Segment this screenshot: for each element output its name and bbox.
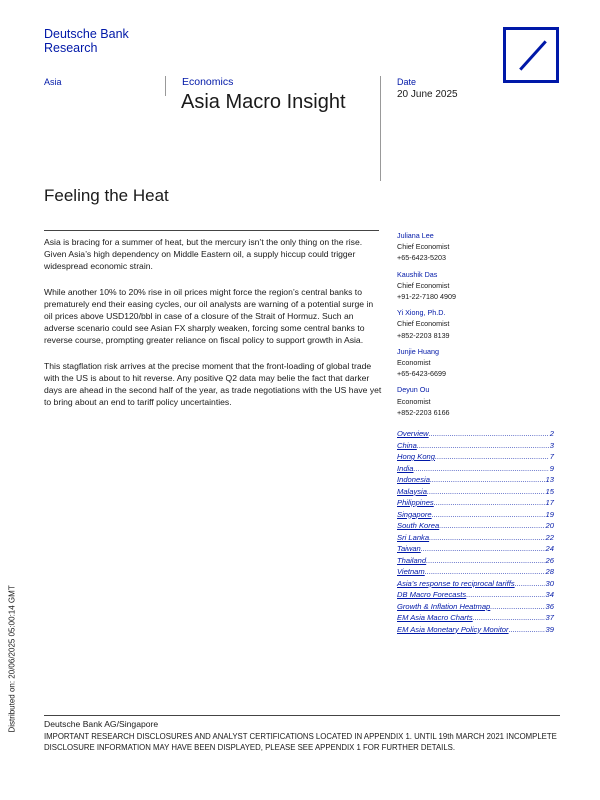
- toc-leader-dots: [515, 578, 545, 590]
- toc-item[interactable]: [397, 451, 554, 463]
- toc-item[interactable]: [397, 532, 554, 544]
- divider: [165, 76, 166, 96]
- toc-leader-dots: [434, 497, 545, 509]
- body-paragraph: Asia is bracing for a summer of heat, but the mercury isn’t the only thing on the rise. Given Asia’s high dependency on Middle Eastern oil, a supply hiccup could trigger widespread economic strain.: [44, 237, 363, 272]
- toc-leader-dots: [421, 543, 545, 555]
- toc-item-page: 24: [545, 544, 554, 553]
- brand-line2: Research: [44, 41, 98, 55]
- toc-item[interactable]: [397, 463, 554, 475]
- author-role: Economist: [397, 358, 431, 368]
- toc-item[interactable]: [397, 601, 554, 613]
- author-phone: +91-22-7180 4909: [397, 292, 456, 302]
- toc-item-page: 7: [549, 452, 554, 461]
- toc-item-title[interactable]: DB Macro Forecasts: [397, 590, 467, 599]
- toc-item[interactable]: [397, 624, 554, 636]
- headline-rule: [44, 230, 379, 231]
- toc-item[interactable]: [397, 520, 554, 532]
- toc-item-page: 39: [545, 624, 554, 634]
- toc-leader-dots: [430, 474, 545, 486]
- body-paragraph: While another 10% to 20% rise in oil prices might force the region’s central banks to prematurely end their easing cycles, our oil analysts are warning of a potential surge in oil prices above USD120/bbl in case of a closure of the Strait of Hormuz. Such an adverse scenario could see Asian FX sharply weaken, forcing some central banks to reverse course, prompting greater reliance on fiscal policy to support growth in Asia.: [44, 286, 374, 346]
- toc-item-page: 30: [545, 578, 554, 588]
- author-phone: +65-6423-5203: [397, 253, 446, 263]
- divider: [380, 76, 381, 181]
- toc-item-page: 37: [545, 613, 554, 622]
- brand-name: [44, 27, 129, 55]
- toc-item[interactable]: [397, 612, 554, 624]
- toc-item-page: 17: [545, 498, 554, 507]
- toc-item-title[interactable]: India: [397, 463, 414, 473]
- toc-leader-dots: [426, 555, 544, 567]
- toc-leader-dots: [429, 532, 544, 544]
- toc-item[interactable]: [397, 566, 554, 578]
- author-role: Chief Economist: [397, 242, 450, 252]
- toc-item[interactable]: [397, 440, 554, 452]
- toc-item-title[interactable]: Thailand: [397, 555, 427, 565]
- toc-item-title[interactable]: Asia’s response to reciprocal tariffs: [397, 578, 515, 588]
- toc-leader-dots: [427, 486, 545, 498]
- toc-item-title[interactable]: Hong Kong: [397, 452, 435, 461]
- toc-item-page: 2: [549, 429, 554, 438]
- author-name[interactable]: Juliana Lee: [397, 231, 434, 240]
- author-entry: [397, 230, 557, 264]
- date-value: 20 June 2025: [397, 89, 458, 100]
- author-entry: [397, 384, 557, 418]
- toc-item[interactable]: [397, 555, 554, 567]
- toc-leader-dots: [425, 566, 545, 578]
- body-paragraph: This stagflation risk arrives at the precise moment that the front-loading of global trade with the US is about to hit reverse. Any positive Q2 data may belie the fact that darker days are ahead in the second half of the year, as trade negotiations with the US have yet to bring about an end to tariff policy uncertainties.: [44, 360, 382, 408]
- toc-item-page: 13: [545, 475, 554, 484]
- toc-item-title[interactable]: Philippines: [397, 498, 434, 507]
- section-label: Economics: [182, 76, 234, 88]
- author-name[interactable]: Yi Xiong, Ph.D.: [397, 308, 446, 318]
- toc-item-title[interactable]: Taiwan: [397, 544, 421, 553]
- toc-leader-dots: [473, 612, 545, 624]
- toc-item[interactable]: [397, 428, 554, 440]
- toc-item-page: 3: [549, 440, 554, 450]
- toc-leader-dots: [466, 589, 544, 601]
- toc-item-title[interactable]: Singapore: [397, 509, 432, 519]
- toc-item[interactable]: [397, 509, 554, 521]
- author-name[interactable]: Kaushik Das: [397, 269, 438, 279]
- table-of-contents: [397, 428, 554, 635]
- toc-item-title[interactable]: EM Asia Monetary Policy Monitor: [397, 624, 509, 634]
- logo-slash: [519, 40, 547, 70]
- toc-leader-dots: [413, 463, 548, 475]
- toc-leader-dots: [509, 624, 545, 636]
- footer-rule: [44, 715, 560, 716]
- author-entry: [397, 346, 557, 380]
- author-phone: +852-2203 8139: [397, 330, 450, 340]
- footer-disclaimer: IMPORTANT RESEARCH DISCLOSURES AND ANALYST CERTIFICATIONS LOCATED IN APPENDIX 1. UNTIL 19th MARCH 2021 INCOMPLETE DISCLOSURE INFORMATION MAY HAVE BEEN DISPLAYED, PLEASE SEE APPENDIX 1 FOR FURTHER DETAILS.: [44, 732, 557, 752]
- date-label: Date: [397, 77, 417, 87]
- toc-item-title[interactable]: Growth & Inflation Heatmap: [397, 601, 491, 611]
- report-title: Asia Macro Insight: [181, 91, 346, 113]
- author-entry: [397, 269, 557, 303]
- author-role: Chief Economist: [397, 319, 450, 329]
- distribution-stamp: Distributed on: 20/06/2025 05:00:14 GMT: [7, 585, 17, 733]
- toc-leader-dots: [439, 520, 544, 532]
- toc-leader-dots: [417, 440, 549, 452]
- toc-leader-dots: [490, 601, 544, 613]
- toc-item[interactable]: [397, 589, 554, 601]
- author-role: Chief Economist: [397, 280, 450, 290]
- author-name[interactable]: Junjie Huang: [397, 346, 439, 356]
- author-phone: +852-2203 6166: [397, 407, 450, 417]
- toc-leader-dots: [429, 428, 549, 440]
- toc-item-page: 19: [545, 509, 554, 519]
- footer-entity: Deutsche Bank AG/Singapore: [44, 719, 159, 729]
- toc-item-page: 26: [545, 555, 554, 565]
- brand-line1: Deutsche Bank: [44, 27, 129, 41]
- toc-item-title[interactable]: South Korea: [397, 521, 440, 530]
- toc-item-title[interactable]: EM Asia Macro Charts: [397, 613, 473, 622]
- toc-item-page: 9: [549, 463, 554, 473]
- toc-item-title[interactable]: China: [397, 440, 417, 450]
- toc-item[interactable]: [397, 474, 554, 486]
- toc-item-page: 28: [545, 567, 554, 576]
- toc-item-page: 22: [545, 532, 554, 542]
- toc-item-page: 36: [545, 601, 554, 611]
- toc-leader-dots: [432, 509, 545, 521]
- toc-item-title[interactable]: Overview: [397, 429, 429, 438]
- toc-item[interactable]: [397, 543, 554, 555]
- headline: Feeling the Heat: [44, 186, 169, 205]
- toc-item-page: 15: [545, 486, 554, 496]
- toc-item-title[interactable]: Indonesia: [397, 475, 430, 484]
- region-label: Asia: [44, 77, 62, 87]
- toc-item-page: 34: [545, 590, 554, 599]
- author-entry: [397, 307, 557, 341]
- toc-item[interactable]: [397, 497, 554, 509]
- toc-item-title[interactable]: Vietnam: [397, 567, 425, 576]
- author-list: [397, 230, 557, 423]
- toc-item-page: 20: [545, 521, 554, 530]
- toc-item-title[interactable]: Sri Lanka: [397, 532, 430, 542]
- deutsche-bank-logo-icon: [503, 27, 559, 83]
- toc-leader-dots: [435, 451, 549, 463]
- author-role: Economist: [397, 396, 431, 406]
- author-phone: +65-6423-6699: [397, 369, 446, 379]
- toc-item[interactable]: [397, 578, 554, 590]
- toc-item-title[interactable]: Malaysia: [397, 486, 427, 496]
- body-text: [44, 236, 382, 421]
- author-name[interactable]: Deyun Ou: [397, 385, 430, 395]
- toc-item[interactable]: [397, 486, 554, 498]
